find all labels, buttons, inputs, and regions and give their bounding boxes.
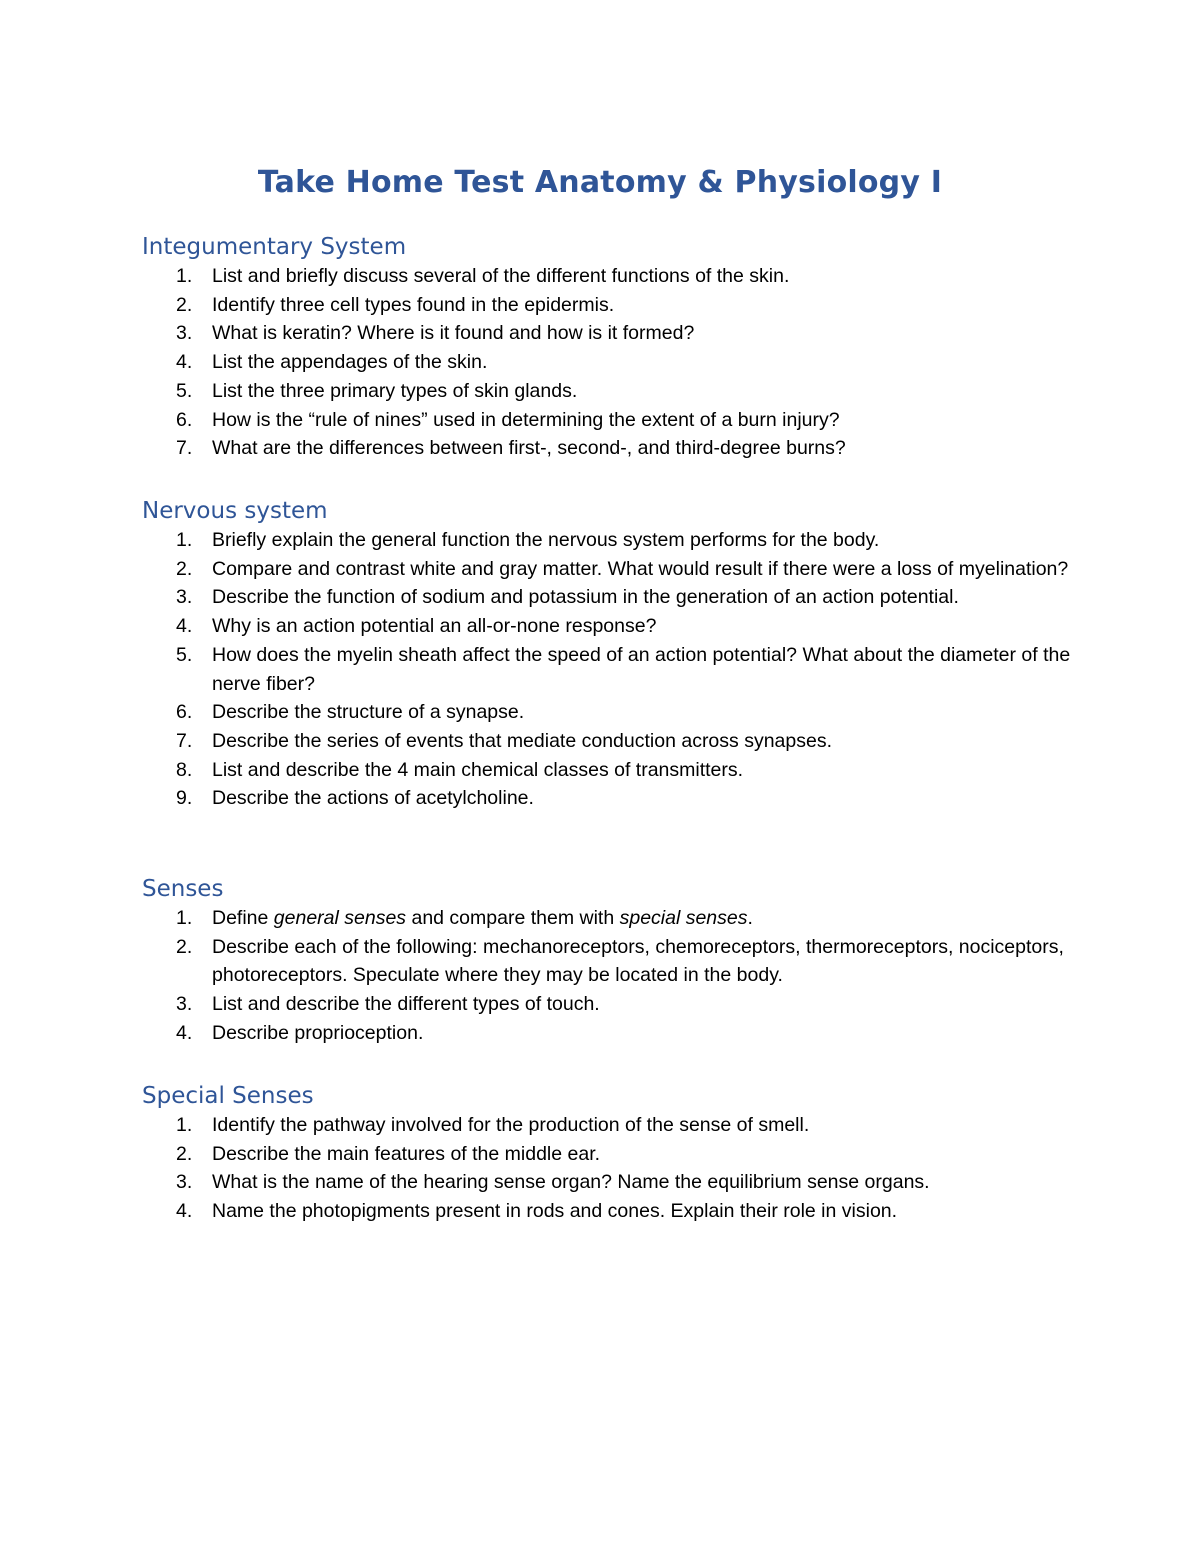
question-text: How does the myelin sheath affect the speed of an action potential? What about the diameter of the nerve fiber?	[212, 643, 1071, 695]
question-number: 1.	[176, 907, 193, 929]
question-text: Describe the actions of acetylcholine.	[212, 787, 534, 810]
question-number: 1.	[176, 265, 193, 287]
question-text: List and describe the 4 main chemical classes of transmitters.	[212, 758, 744, 781]
section-nervous-system	[142, 496, 1082, 813]
question-number: 2.	[176, 935, 193, 958]
question-item	[142, 319, 1082, 348]
question-number: 4.	[176, 1200, 193, 1223]
question-text: Briefly explain the general function the nervous system performs for the body.	[212, 529, 880, 551]
question-item	[142, 291, 1082, 320]
question-list	[142, 262, 1082, 463]
question-item	[142, 698, 1082, 727]
question-number: 3.	[176, 1171, 193, 1194]
question-number: 7.	[176, 729, 193, 752]
question-number: 5.	[176, 643, 193, 666]
question-number: 1.	[176, 1114, 193, 1136]
question-text: What is the name of the hearing sense organ? Name the equilibrium sense organs.	[212, 1171, 930, 1194]
question-number: 7.	[176, 437, 193, 460]
question-item	[142, 641, 1082, 698]
question-text: List the appendages of the skin.	[212, 351, 488, 374]
question-number: 6.	[176, 701, 193, 724]
question-text: List and describe the different types of touch.	[212, 993, 600, 1016]
question-text: Identify three cell types found in the epidermis.	[212, 293, 615, 316]
question-item	[142, 583, 1082, 612]
question-text: Describe the structure of a synapse.	[212, 701, 525, 724]
question-number: 2.	[176, 557, 193, 580]
question-item	[142, 434, 1082, 463]
question-item	[142, 1197, 1082, 1226]
question-text: List and briefly discuss several of the different functions of the skin.	[212, 265, 790, 287]
question-text: Describe proprioception.	[212, 1021, 424, 1044]
question-number: 1.	[176, 529, 193, 551]
question-number: 4.	[176, 1021, 193, 1044]
section-heading: Senses	[142, 876, 224, 902]
question-text: Name the photopigments present in rods and cones. Explain their role in vision.	[212, 1200, 898, 1223]
question-text: How is the “rule of nines” used in determining the extent of a burn injury?	[212, 408, 840, 431]
question-number: 3.	[176, 586, 193, 609]
question-number: 5.	[176, 379, 193, 402]
question-item	[142, 348, 1082, 377]
question-item	[142, 756, 1082, 785]
question-item	[142, 612, 1082, 641]
question-number: 2.	[176, 1142, 193, 1165]
question-number: 6.	[176, 408, 193, 431]
question-number: 8.	[176, 758, 193, 781]
question-item	[142, 1168, 1082, 1197]
question-text-italic: general senses	[273, 907, 407, 929]
question-text-part: and compare them with	[406, 907, 620, 929]
question-item	[142, 990, 1082, 1019]
question-list	[142, 1111, 1082, 1226]
question-text: Describe the main features of the middle ear.	[212, 1142, 601, 1165]
question-list	[142, 904, 1082, 1048]
question-text: Describe each of the following: mechanoreceptors, chemoreceptors, thermoreceptors, nociceptors, photoreceptors. Speculate where they may be located in the body.	[212, 935, 1064, 987]
question-item	[142, 1140, 1082, 1169]
question-list	[142, 526, 1082, 813]
question-item	[142, 262, 1082, 291]
question-item	[142, 784, 1082, 813]
question-text-italic: special senses	[619, 907, 748, 929]
section-special-senses	[142, 1081, 1082, 1226]
question-text-part: .	[747, 907, 753, 929]
question-number: 3.	[176, 322, 193, 345]
question-item	[142, 406, 1082, 435]
question-number: 4.	[176, 351, 193, 374]
question-item	[142, 377, 1082, 406]
question-text-part: Define	[212, 907, 274, 929]
section-heading: Special Senses	[142, 1083, 314, 1109]
question-item	[142, 727, 1082, 756]
section-heading: Integumentary System	[142, 234, 407, 260]
question-text: Describe the function of sodium and potassium in the generation of an action potential.	[212, 586, 959, 609]
question-number: 3.	[176, 993, 193, 1016]
question-item	[142, 1019, 1082, 1048]
question-text: Why is an action potential an all-or-none response?	[212, 615, 657, 638]
question-item	[142, 1111, 1082, 1140]
page-title: Take Home Test Anatomy & Physiology I	[257, 165, 943, 200]
question-number: 9.	[176, 787, 193, 810]
question-text: Identify the pathway involved for the production of the sense of smell.	[212, 1114, 810, 1136]
section-senses	[142, 874, 1082, 1048]
question-item	[142, 904, 1082, 933]
question-number: 4.	[176, 615, 193, 638]
question-text: What is keratin? Where is it found and how is it formed?	[212, 322, 695, 345]
section-heading: Nervous system	[142, 498, 328, 524]
question-text: Compare and contrast white and gray matter. What would result if there were a loss of myelination?	[212, 557, 1069, 580]
section-integumentary-system	[142, 232, 1082, 463]
question-text: What are the differences between first-, second-, and third-degree burns?	[212, 437, 846, 460]
question-item	[142, 555, 1082, 584]
question-text: Describe the series of events that mediate conduction across synapses.	[212, 729, 832, 752]
question-text: List the three primary types of skin glands.	[212, 379, 578, 402]
question-number: 2.	[176, 293, 193, 316]
question-item	[142, 526, 1082, 555]
question-item	[142, 933, 1082, 990]
